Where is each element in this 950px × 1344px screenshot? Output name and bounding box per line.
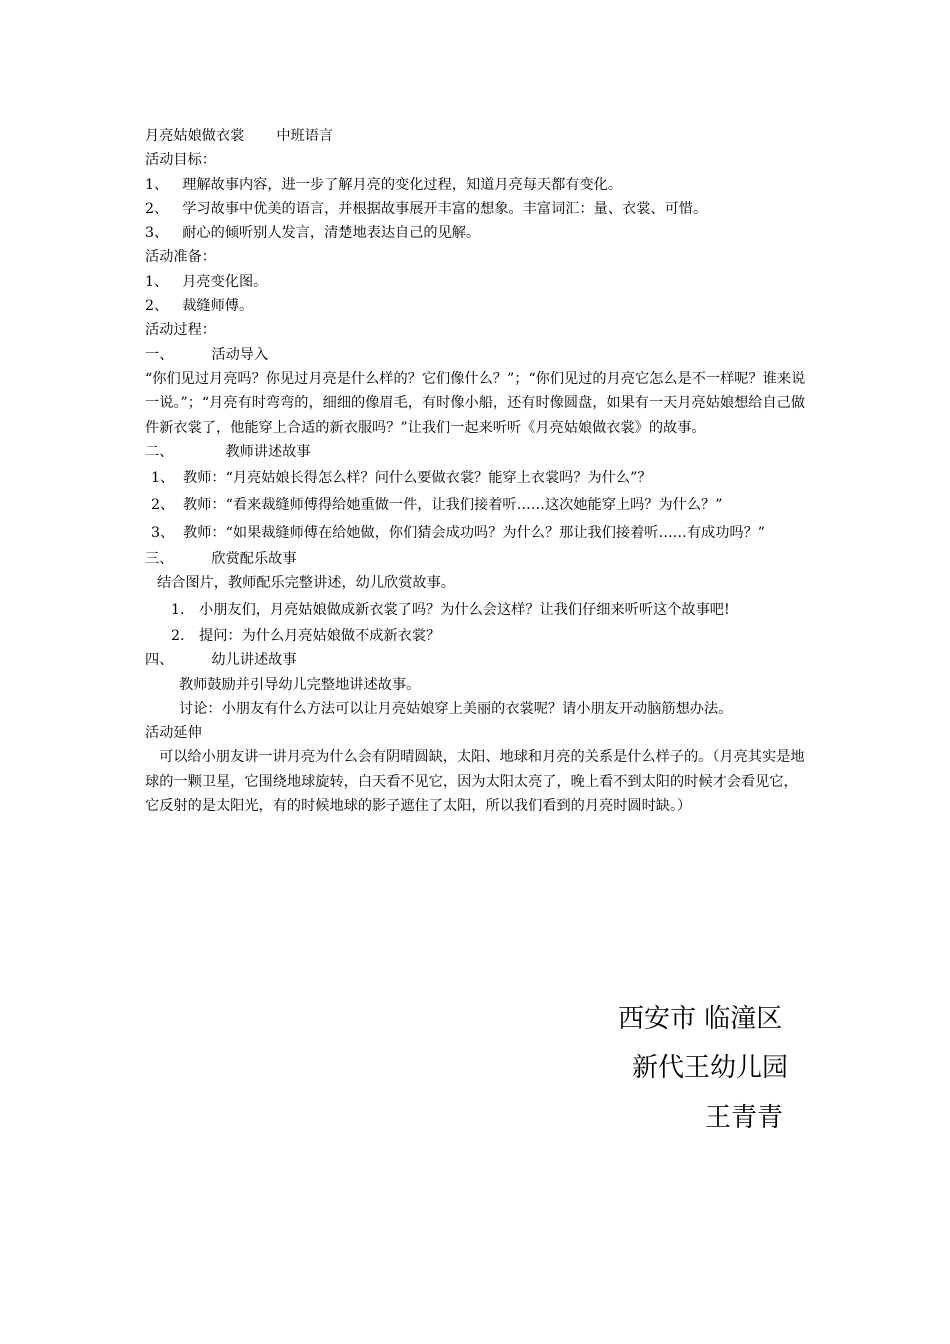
intro-paragraph: “你们见过月亮吗？你见过月亮是什么样的？它们像什么？”；“你们见过的月亮它怎么是不一样呢？谁来说一说。”；“月亮有时弯弯的，细细的像眉毛，有时像小船，还有时像圆盘，如果有一天月亮姑娘想给自己做件新衣裳了，他能穿上合适的新衣服吗？”让我们一起来听听《月亮姑娘做衣裳》的故事。 (145, 370, 806, 436)
section-heading: 四、 幼儿讲述故事 (145, 652, 297, 669)
prep-heading: 活动准备： (145, 249, 216, 266)
teacher-item: 2、 教师：“看来裁缝师傅得给她重做一件，让我们接着听……这次她能穿上吗？为什么？” (151, 497, 723, 514)
music-paragraph: 结合图片，教师配乐完整讲述，幼儿欣赏故事。 (157, 575, 455, 592)
extension-paragraph: 可以给小朋友讲一讲月亮为什么会有阴晴圆缺，太阳、地球和月亮的关系是什么样子的。（月亮其实是地球的一颗卫星，它围绕地球旋转，白天看不见它，因为太阳太亮了，晚上看不到太阳的时候才会看见它，它反射的是太阳光，有的时候地球的影子遮住了太阳，所以我们看到的月亮时圆时缺。） (145, 749, 805, 815)
teacher-item: 3、 教师：“如果裁缝师傅在给她做，你们猜会成功吗？为什么？那让我们接着听……有成功吗？” (151, 524, 766, 541)
goal-item: 1、 理解故事内容，进一步了解月亮的变化过程，知道月亮每天都有变化。 (145, 176, 623, 193)
music-item: 2. 提问：为什么月亮姑娘做不成新衣裳？ (171, 627, 441, 644)
signature-author: 王青青 (705, 1103, 784, 1133)
signature-kindergarten: 新代王幼儿园 (632, 1053, 789, 1083)
goals-heading: 活动目标： (145, 152, 216, 169)
prep-item: 2、 裁缝师傅。 (145, 298, 254, 315)
process-heading: 活动过程： (145, 322, 216, 339)
section-heading: 三、 欣赏配乐故事 (145, 551, 297, 568)
lesson-title: 月亮姑娘做衣裳 (145, 128, 245, 144)
teacher-item: 1、 教师：“月亮姑娘长得怎么样？问什么要做衣裳？能穿上衣裳吗？为什么”？ (151, 470, 652, 487)
lesson-category: 中班语言 (276, 128, 334, 144)
goal-item: 3、 耐心的倾听别人发言，清楚地表达自己的见解。 (145, 225, 481, 242)
goal-item: 2、 学习故事中优美的语言，并根据故事展开丰富的想象。丰富词汇：量、衣裳、可惜。 (145, 200, 708, 217)
signature-district: 西安市 临潼区 (618, 1004, 783, 1034)
child-paragraph: 教师鼓励并引导幼儿完整地讲述故事。 (179, 676, 421, 693)
discussion-paragraph: 讨论：小朋友有什么方法可以让月亮姑娘穿上美丽的衣裳呢？请小朋友开动脑筋想办法。 (179, 700, 733, 717)
section-heading: 二、 教师讲述故事 (145, 443, 311, 460)
section-heading: 一、 活动导入 (145, 346, 269, 363)
document-body (145, 124, 810, 818)
music-item: 1. 小朋友们，月亮姑娘做成新衣裳了吗？为什么会这样？让我们仔细来听听这个故事吧! (171, 601, 730, 618)
prep-item: 1、 月亮变化图。 (145, 273, 268, 290)
document-title (145, 124, 810, 148)
extension-heading: 活动延伸 (145, 725, 202, 742)
